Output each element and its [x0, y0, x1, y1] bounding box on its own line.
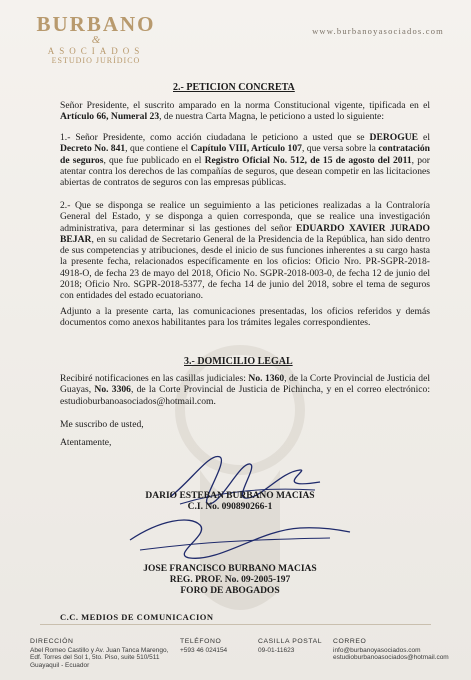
footer-direccion-line: Edf. Torres del Sol 1, 5to. Piso, suite 510/511 [30, 654, 160, 662]
footer-direccion-line: Guayaquil - Ecuador [30, 661, 90, 669]
p1-text: , que fue publicado en el [103, 154, 205, 166]
footer-casilla-label: CASILLA POSTAL [258, 638, 323, 645]
logo-estudio: ESTUDIO JURÍDICO [51, 56, 141, 65]
signer-1-id: C.I. No. 090890266-1 [187, 502, 273, 512]
signer-1-name: DARIO ESTEBAN BURBANO MACIAS [145, 491, 315, 501]
footer-direccion-line: Abel Romeo Castillo y Av. Juan Tanca Marengo, [30, 646, 169, 654]
petition-2 [60, 200, 430, 302]
s3-text: , de la Corte Provincial de Justicia del Guayas, [60, 373, 430, 396]
letterhead-website: www.burbanoyasociados.com [312, 26, 444, 36]
s3-text: Recibiré notificaciones en las casillas judiciales: [60, 373, 249, 384]
p1-registro: Registro Oficial No. 512, de 15 de agosto del 2011 [204, 154, 412, 166]
p1-text: 1.- Señor Presidente, como acción ciudadana le peticiono a usted que se [60, 132, 370, 143]
section-3-text [60, 373, 430, 407]
section-2-heading: 2.- PETICION CONCRETA [173, 82, 295, 93]
intro-text-end: , de nuestra Carta Magna, le peticiono a usted lo siguiente: [159, 111, 384, 123]
p1-text: , que contiene el [125, 143, 191, 155]
p1-text: , por atentar contra los derechos de las compañías de seguros, que desean competir en las licitaciones abiertas de contratos de seguros con las empresas públicas. [60, 154, 430, 189]
signer-2-foro: FORO DE ABOGADOS [180, 586, 280, 596]
p1-derogue: DEROGUE [369, 132, 419, 143]
closing-line-1: Me suscribo de usted, [60, 419, 144, 430]
s3-casilla-2: No. 3306 [94, 384, 131, 396]
signer-2-name: JOSE FRANCISCO BURBANO MACIAS [143, 564, 317, 574]
logo-asociados: ASOCIADOS [47, 46, 145, 56]
signer-2-block [110, 564, 350, 597]
p1-capitulo: Capítulo VIII, Artículo 107 [190, 143, 302, 155]
signature-2-icon [100, 500, 360, 570]
petition-3: Adjunto a la presente carta, las comunicaciones presentadas, los oficios referidos y demás documentos como anexos habilitantes para los trámites legales correspondientes. [60, 306, 430, 329]
footer-casilla-value: 09-01-11623 [258, 646, 295, 654]
footer-direccion [30, 638, 170, 669]
footer-correo [333, 638, 463, 662]
intro-text: Señor Presidente, el suscrito amparado en la norma Constitucional vigente, tipificada en el [60, 100, 430, 111]
footer-telefono [180, 638, 250, 654]
closing-line-2: Atentamente, [60, 437, 112, 448]
p2-person: EDUARDO XAVIER JURADO BEJAR [60, 222, 430, 245]
p1-contratacion: contratación de seguros [60, 143, 431, 166]
logo-ampersand: & [91, 34, 101, 46]
p1-decreto: Decreto No. 841 [60, 143, 126, 155]
p1-text: el [418, 132, 430, 143]
s3-casilla-1: No. 1360 [248, 373, 285, 384]
section-3-heading: 3.- DOMICILIO LEGAL [184, 356, 293, 367]
footer-correo-label: CORREO [333, 638, 367, 645]
letterhead-logo [26, 14, 166, 66]
footer-direccion-label: DIRECCIÓN [30, 638, 74, 645]
section-2-intro [60, 100, 430, 123]
footer-divider [40, 624, 431, 625]
footer-correo-value: info@burbanoyasociados.com [333, 646, 421, 654]
logo-brand: BURBANO [36, 12, 156, 36]
p2-text: , en su calidad de Secretario General de la Presidencia de la República, han sido dentro de sus competencias y atribuciones, desde el inicio de sus funciones inherentes a su cargo hasta la presente fecha, relacionados específicamente en los oficios: Oficio Nro. PR-SGPR-2018-4918-O, de fecha 23 de mayo del 2018, Oficio No. SGPR-2018-003-0, de fecha 12 de junio del 2018; Oficio Nro. SGPR-2018-5377, de fecha 14 de junio del 2018, sobre el tema de seguros con entidades del estado ecuatoriano. [60, 233, 430, 302]
p2-text: 2.- Que se disponga se realice un seguimiento a las peticiones realizadas a la Contraloría General del Estado, y se disponga a quien corresponda, que se realice una investigación administrativa, para determinar si las gestiones del señor [60, 200, 430, 234]
intro-article: Artículo 66, Numeral 23 [60, 111, 160, 123]
petition-1 [60, 132, 430, 188]
signer-2-reg: REG. PROF. No. 09-2005-197 [169, 575, 291, 585]
footer-casilla [258, 638, 328, 654]
footer-telefono-label: TELÉFONO [180, 638, 222, 645]
p1-text: , que versa sobre la [301, 143, 379, 155]
footer-cc: C.C. MEDIOS DE COMUNICACION [60, 612, 214, 622]
footer-telefono-value: +593 46 024154 [180, 646, 228, 654]
s3-text: , de la Corte Provincial de Justicia de Pichincha, y en el correo electrónico: estudioburbanoasociados@hotmail.com. [60, 384, 430, 407]
footer-correo-value: estudioburbanoasociados@hotmail.com [333, 654, 449, 662]
